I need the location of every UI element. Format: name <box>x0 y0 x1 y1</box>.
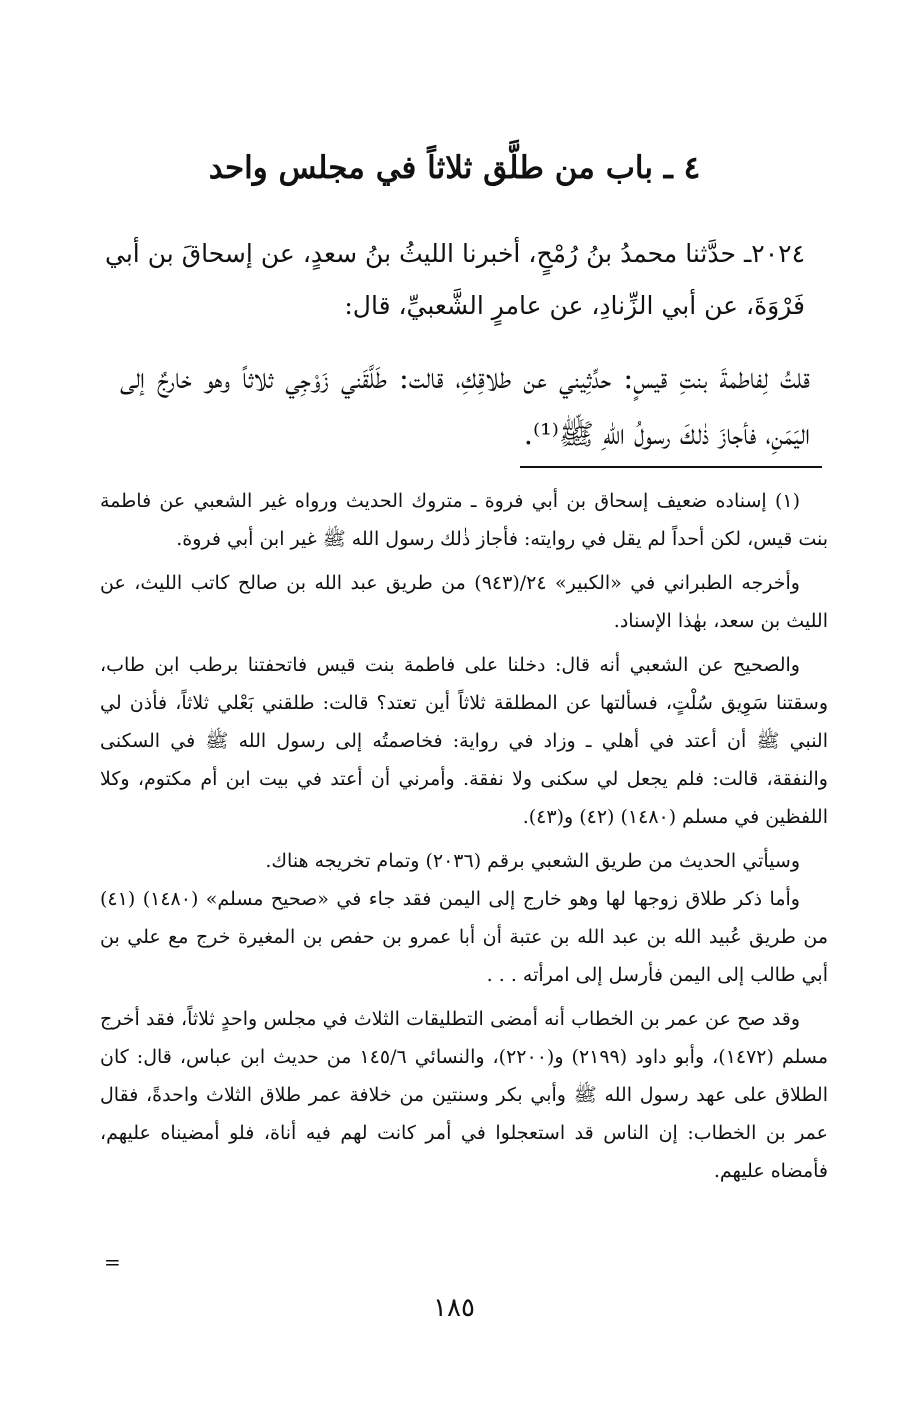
chapter-heading: ٤ ـ باب من طلَّق ثلاثاً في مجلس واحد <box>208 150 701 186</box>
footnote-paragraph: وسيأتي الحديث من طريق الشعبي برقم (٢٠٣٦) وتمام تخريجه هناك. <box>265 850 800 872</box>
continuation-mark: = <box>104 1250 121 1274</box>
footnote-paragraph: وأخرجه الطبراني في «الكبير» ٢٤/(٩٤٣) من طريق عبد الله بن صالح كاتب الليث، عن الليث بن سعد، بهٰذا الإسناد. <box>100 572 828 632</box>
footnote-paragraph: (١) إسناده ضعيف إسحاق بن أبي فروة ـ متروك الحديث ورواه غير الشعبي عن فاطمة بنت قيس، لكن أحداً لم يقل في روايته: فأجاز ذٰلك رسول الله ﷺ غير ابن أبي فروة. <box>100 490 828 550</box>
footnotes-section <box>100 482 828 1196</box>
hadith-matn: قلتُ لِفاطمةَ بنتِ قيسٍ: حدِّثِيني عن طلاقِكِ، قالت: طَلَّقَني زَوْجِي ثلاثاً وهو خارجٌ إلى اليَمَنِ، فأجازَ ذٰلكَ رسولُ اللهِ ﷺ⁽¹⁾. <box>120 361 810 451</box>
footnote-paragraph: وقد صح عن عمر بن الخطاب أنه أمضى التطليقات الثلاث في مجلس واحدٍ ثلاثاً، فقد أخرج مسلم (١٤٧٢)، وأبو داود (٢١٩٩) و(٢٢٠٠)، والنسائي ١٤٥/٦ من حديث ابن عباس، قال: كان الطلاق على عهد رسول الله ﷺ وأبي بكر وسنتين من خلافة عمر طلاق الثلاث واحدةً، فقال عمر بن الخطاب: إن الناس قد استعجلوا في أمر كانت لهم فيه أناة، فلو أمضيناه عليهم، فأمضاه عليهم. <box>100 1008 828 1182</box>
hadith-isnad: ٢٠٢٤ـ حدَّثنا محمدُ بنُ رُمْحٍ، أخبرنا الليثُ بنُ سعدٍ، عن إسحاقَ بن أبي فَرْوَةَ، عن أبي الزِّنادِ، عن عامرٍ الشَّعبيِّ، قال: <box>105 239 805 320</box>
footnote-separator <box>520 466 822 468</box>
footnote-paragraph: والصحيح عن الشعبي أنه قال: دخلنا على فاطمة بنت قيس فاتحفتنا برطب ابن طاب، وسقتنا سَوِيق سُلْتٍ، فسألتها عن المطلقة ثلاثاً أين تعتد؟ قالت: طلقني بَعْلي ثلاثاً، فأذن لي النبي ﷺ أن أعتد في أهلي ـ وزاد في رواية: فخاصمتُه إلى رسول الله ﷺ في السكنى والنفقة، قالت: فلم يجعل لي سكنى ولا نفقة. وأمرني أن أعتد في بيت ابن أم مكتوم، وكلا اللفظين في مسلم (١٤٨٠) (٤٢) و(٤٣). <box>100 654 828 828</box>
page-number: ١٨٥ <box>433 1293 475 1323</box>
footnote-paragraph: وأما ذكر طلاق زوجها لها وهو خارج إلى اليمن فقد جاء في «صحيح مسلم» (١٤٨٠) (٤١) من طريق عُبيد الله بن عبد الله بن عتبة أن أبا عمرو بن حفص بن المغيرة خرج مع علي بن أبي طالب إلى اليمن فأرسل إلى امرأته . . . <box>100 888 829 986</box>
